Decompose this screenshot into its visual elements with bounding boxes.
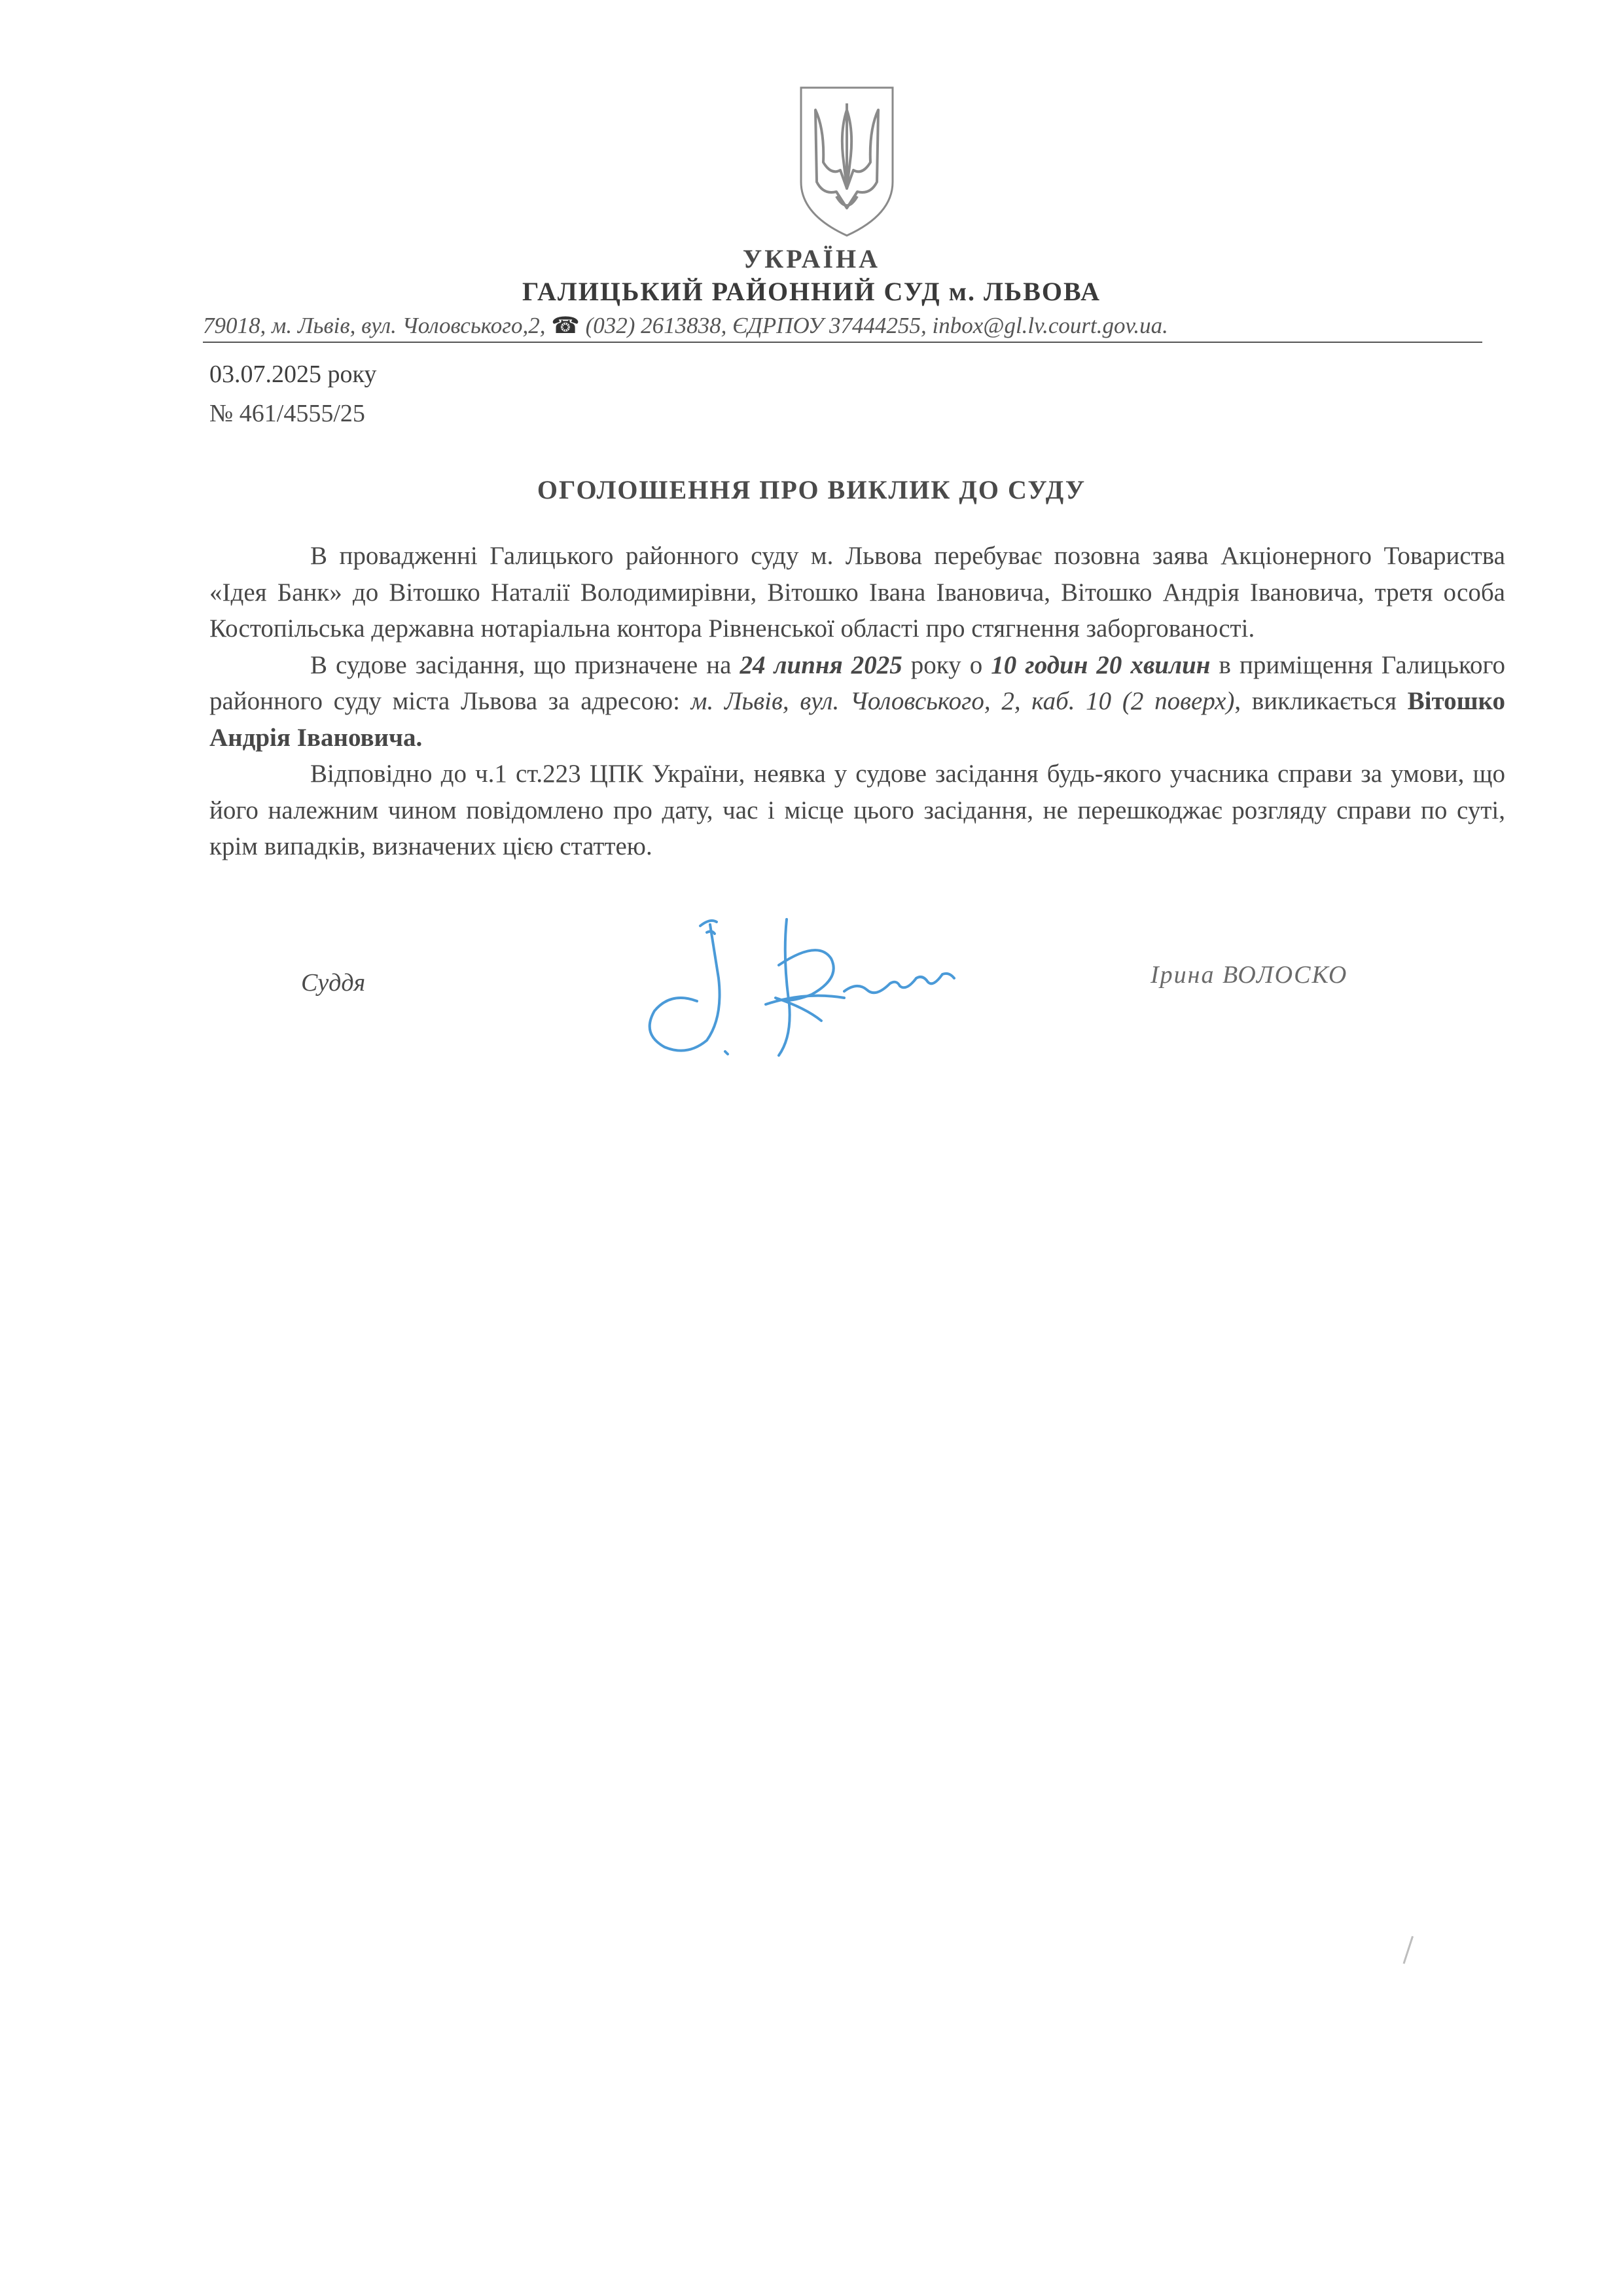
summons-text-b: року о — [902, 650, 991, 679]
country-heading: УКРАЇНА — [742, 244, 881, 274]
hearing-date: 24 липня 2025 — [740, 650, 902, 679]
trident-emblem-icon — [797, 84, 897, 241]
address-text: 79018, м. Львів, вул. Чоловського,2, — [203, 313, 552, 338]
summons-text-c: в приміщення Галицького районного суду міста Львова за адресою: — [209, 650, 1505, 715]
paragraph-claim: В провадженні Галицького районного суду м. Львова перебуває позовна заява Акціонерного Товариства «Ідея Банк» до Вітошко Наталії Володимирівни, Вітошко Івана Івановича, Вітошко Андрія Івановича, третя особа Костопільська державна нотаріальна контора Рівненської області про стягнення заборгованості. — [209, 542, 1505, 643]
phone-icon: ☎ — [551, 313, 580, 338]
document-title: ОГОЛОШЕННЯ ПРО ВИКЛИК ДО СУДУ — [537, 475, 1086, 504]
summoned-person: Вітошко Андрія Івановича. — [209, 687, 1505, 752]
paragraph-summons — [209, 647, 1505, 756]
header-divider — [203, 342, 1482, 343]
judge-label: Суддя — [301, 969, 366, 997]
document-date: 03.07.2025 року — [209, 361, 377, 388]
handwritten-signature — [635, 906, 988, 1063]
summons-text-d: , викликається — [1234, 687, 1408, 715]
address-contacts: (032) 2613838, ЄДРПОУ 37444255, inbox@gl.lv.court.gov.ua. — [579, 313, 1168, 338]
court-address — [203, 313, 1479, 339]
paragraph-law: Відповідно до ч.1 ст.223 ЦПК України, неявка у судове засідання будь-якого учасника справи за умови, що його належним чином повідомлено про дату, час і місце цього засідання, не перешкоджає розгляду справи по суті, крім випадків, визначених цією статтею. — [209, 760, 1505, 860]
case-number: № 461/4555/25 — [209, 400, 365, 427]
hearing-address: м. Львів, вул. Чоловського, 2, каб. 10 (2 поверх) — [690, 687, 1235, 715]
summons-text-a: В судове засідання, що призначене на — [310, 650, 740, 679]
court-name-heading: ГАЛИЦЬКИЙ РАЙОННИЙ СУД м. ЛЬВОВА — [522, 277, 1101, 306]
judge-name: Ірина ВОЛОСКО — [1150, 961, 1348, 989]
hearing-time: 10 годин 20 хвилин — [991, 650, 1211, 679]
notice-body — [209, 538, 1505, 865]
scan-artifact — [1403, 1936, 1421, 1966]
